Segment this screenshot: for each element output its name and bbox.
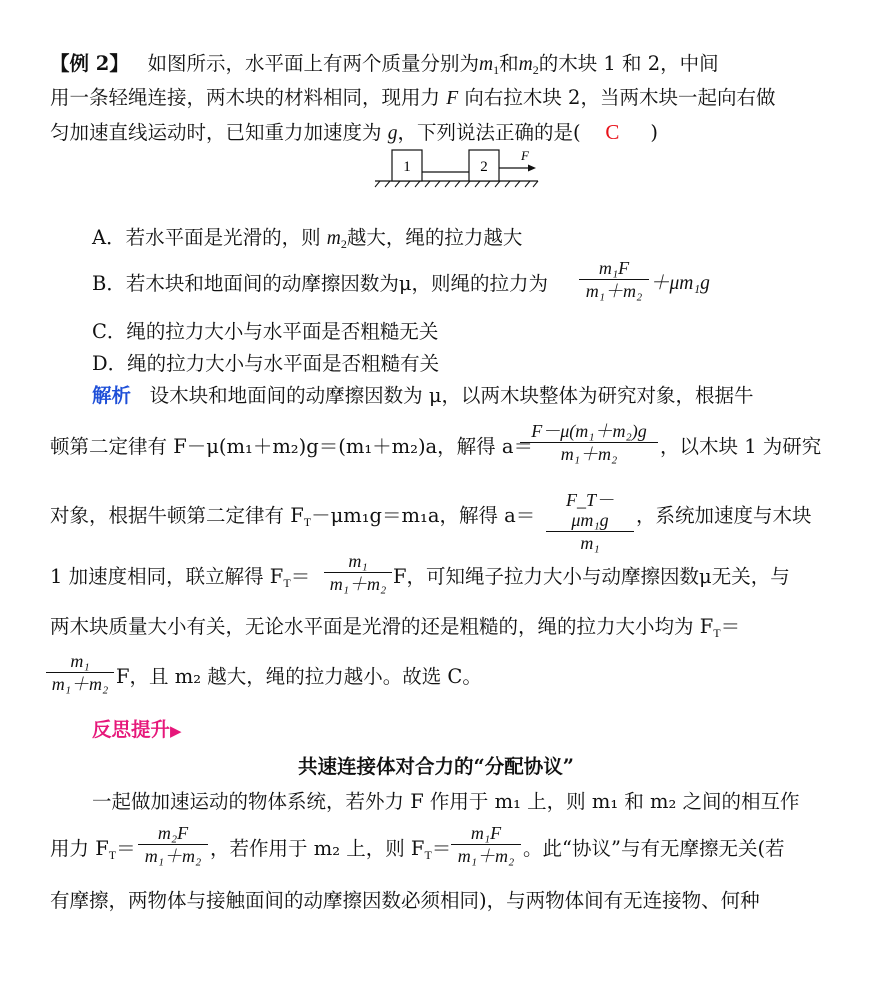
analysis-text-3c: ，系统加速度与木块 xyxy=(636,504,812,527)
option-b xyxy=(92,270,864,298)
option-d: D．绳的拉力大小与水平面是否粗糙有关 xyxy=(92,352,440,375)
reflection-line-1: 一起做加速运动的物体系统，若外力 F 作用于 m₁ 上，则 m₁ 和 m₂ 之间的相互作 xyxy=(92,790,800,813)
frac-num: F－μ(m₁＋m₂)g xyxy=(531,421,647,441)
force-label: F xyxy=(521,148,529,163)
analysis-line-5: 两木块质量大小有关，无论水平面是光滑的还是粗糙的，绳的拉力大小均为 $F_T=$ xyxy=(50,615,741,640)
frac-den: m₁＋m₂ xyxy=(51,674,109,694)
example-text-1: 如图所示，水平面上有两个质量分别为 xyxy=(147,52,479,75)
frac-den: m₁＋m₂ xyxy=(585,281,643,301)
analysis-text-4b: ＝ xyxy=(290,565,311,588)
frac-den: m₁ xyxy=(580,533,600,553)
example-line-3: 匀加速直线运动时，已知重力加速度为 g，下列说法正确的是( C ) xyxy=(50,120,658,144)
reflection-text-2a: 用力 F xyxy=(50,837,109,860)
option-a: A．若水平面是光滑的，则 $m_2$越大，绳的拉力越大 xyxy=(92,226,523,251)
example-label: 【例 2】 xyxy=(50,52,129,75)
option-c: C．绳的拉力大小与水平面是否粗糙无关 xyxy=(92,320,439,343)
example-line-1: 【例 2】 如图所示，水平面上有两个质量分别为$m_1$和$m_2$的木块 1 和 2，中间 xyxy=(50,52,719,77)
analysis-text-2b: ，以木块 1 为研究 xyxy=(660,435,822,458)
close-paren: ) xyxy=(650,121,658,144)
frac-num: m₁F xyxy=(598,258,630,278)
reflection-title: 共速连接体对合力的“分配协议” xyxy=(298,755,574,778)
analysis-text-1: 设木块和地面间的动摩擦因数为 μ，以两木块整体为研究对象，根据牛 xyxy=(149,384,754,407)
reflection-line-3: 有摩擦，两物体与接触面间的动摩擦因数必须相同)，与两物体间有无连接物、何种 xyxy=(50,889,760,912)
analysis-text-3b: －μm₁g＝m₁a，解得 a＝ xyxy=(311,504,536,527)
reflection-text-2d: ＝ xyxy=(431,837,452,860)
option-b-text: B．若木块和地面间的动摩擦因数为μ，则绳的拉力为 xyxy=(92,272,549,295)
example-text-2: 用一条轻绳连接，两木块的材料相同，现用力 xyxy=(50,86,441,109)
force-arrowhead xyxy=(528,165,536,172)
frac-den: m₁＋m₂ xyxy=(144,846,202,866)
fraction-a2 xyxy=(546,490,634,553)
analysis-label: 解析 xyxy=(92,384,132,407)
answer-mark: C xyxy=(605,120,620,144)
analysis-line-4: 1 加速度相同，联立解得 $F_T=$ xyxy=(50,565,311,590)
reflection-line-2: 用力 $F_T=$ xyxy=(50,837,136,862)
analysis-text-5a: 两木块质量大小有关，无论水平面是光滑的还是粗糙的，绳的拉力大小均为 F xyxy=(50,615,714,638)
blocks-figure xyxy=(370,148,545,190)
triangle-icon: ▶ xyxy=(170,722,182,740)
frac-num: m₁ xyxy=(348,551,368,571)
analysis-line-3: 对象，根据牛顿第二定律有 $F_T-\mu m_1g=m_1a$，解得 a＝ xyxy=(50,504,536,529)
analysis-text-6: F，且 m₂ 越大，绳的拉力越小。故选 C。 xyxy=(116,665,482,688)
frac-den: m₁＋m₂ xyxy=(457,846,515,866)
analysis-text-5b: ＝ xyxy=(720,615,741,638)
example-text-3-tail: ，下列说法正确的是( xyxy=(397,121,581,144)
example-and: 和 xyxy=(499,52,519,75)
fraction-a1 xyxy=(520,421,658,464)
frac-num: m₂F xyxy=(157,823,189,843)
frac-num: F_T－μm₁g xyxy=(565,490,614,530)
frac-num: m₁ xyxy=(70,651,90,671)
reflection-text-2c: ，若作用于 m₂ 上，则 $F_T=$ xyxy=(210,837,452,862)
option-b-tail: ＋μm₁g xyxy=(650,273,710,294)
reflection-text-2c-main: ，若作用于 m₂ 上，则 F xyxy=(210,837,425,860)
fraction-ft1 xyxy=(324,551,392,594)
fraction-r2 xyxy=(451,823,521,866)
option-a-tail: 越大，绳的拉力越大 xyxy=(346,226,523,249)
reflection-label: 反思提升 xyxy=(92,718,171,741)
analysis-text-4c: F，可知绳子拉力大小与动摩擦因数μ无关，与 xyxy=(393,565,790,588)
example-text-2-tail: 向右拉木块 2，当两木块一起向右做 xyxy=(464,86,776,109)
reflection-text-2e: 。此“协议”与有无摩擦无关(若 xyxy=(523,837,785,860)
example-text-3: 匀加速直线运动时，已知重力加速度为 xyxy=(50,121,382,144)
block-2-label: 2 xyxy=(480,159,488,175)
fraction-ft2 xyxy=(46,651,114,694)
analysis-text-3a: 对象，根据牛顿第二定律有 F xyxy=(50,504,304,527)
example-line-2: 用一条轻绳连接，两木块的材料相同，现用力 F 向右拉木块 2，当两木块一起向右做 xyxy=(50,86,776,109)
frac-den: m₁＋m₂ xyxy=(560,444,618,464)
block-1-label: 1 xyxy=(403,159,411,175)
frac-den: m₁＋m₂ xyxy=(329,574,387,594)
fraction-r1 xyxy=(138,823,208,866)
option-a-text: A．若水平面是光滑的，则 xyxy=(92,226,321,249)
reflection-label-line xyxy=(92,716,864,745)
analysis-line-1 xyxy=(92,382,864,410)
example-text-1-tail: 的木块 1 和 2，中间 xyxy=(538,52,719,75)
fraction-option-b xyxy=(579,258,649,301)
frac-num: m₁F xyxy=(470,823,502,843)
analysis-text-4a: 1 加速度相同，联立解得 F xyxy=(50,565,284,588)
reflection-text-2b: ＝ xyxy=(116,837,136,860)
analysis-text-2a: 顿第二定律有 F－μ(m₁＋m₂)g＝(m₁＋m₂)a，解得 a＝ xyxy=(50,435,533,458)
